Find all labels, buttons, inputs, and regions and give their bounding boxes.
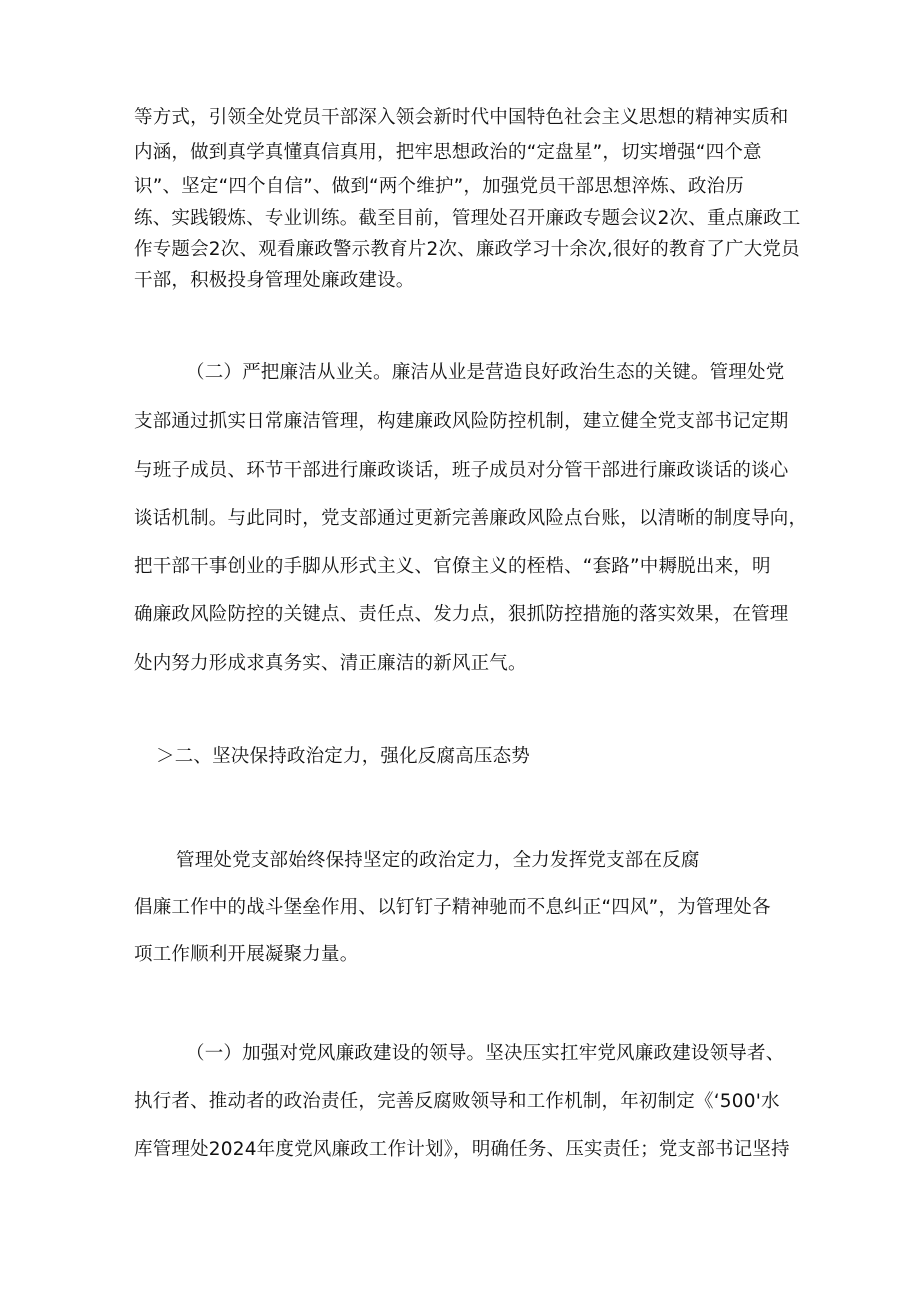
text-line: （一）加强对党风廉政建设的领导。坚决压实扛牢党风廉政建设领导者、 xyxy=(186,1043,785,1064)
text-line: 倡廉工作中的战斗堡垒作用、以钉钉子精神驰而不息纠正“四风”，为管理处各 xyxy=(134,897,771,918)
text-line: 项工作顺利开展凝聚力量。 xyxy=(134,944,359,965)
text-line: 内涵，做到真学真懂真信真用，把牢思想政治的“定盘星”，切实增强“四个意 xyxy=(134,142,762,163)
text-line: （二）严把廉洁从业关。廉洁从业是营造良好政治生态的关键。管理处党 xyxy=(186,362,785,383)
text-line: 与班子成员、环节干部进行廉政谈话，班子成员对分管干部进行廉政谈话的谈心 xyxy=(134,460,789,481)
text-line: 识”、坚定“四个自信”、做到“两个维护”，加强党员干部思想淬炼、政治历 xyxy=(134,176,744,197)
text-line: 管理处党支部始终保持坚定的政治定力，全力发挥党支部在反腐 xyxy=(176,850,700,871)
text-line: 练、实践锻炼、专业训练。截至目前，管理处召开廉政专题会议2次、重点廉政工 xyxy=(134,208,801,229)
text-line: 把干部干事创业的手脚从形式主义、官僚主义的桎梏、“套路”中耨脱出来，明 xyxy=(134,556,771,577)
text-line: 执行者、推动者的政治责任，完善反腐败领导和工作机制，年初制定《‘500'水 xyxy=(134,1091,780,1112)
text-line: 谈话机制。与此同时，党支部通过更新完善廉政风险点台账，以清晰的制度导向， xyxy=(134,508,808,529)
text-line: 库管理处2024年度党风廉政工作计划》，明确任务、压实责任；党支部书记坚持 xyxy=(134,1139,790,1160)
text-line: 等方式，引领全处党员干部深入领会新时代中国特色社会主义思想的精神实质和 xyxy=(134,107,789,128)
text-line: 确廉政风险防控的关键点、责任点、发力点，狠抓防控措施的落实效果，在管理 xyxy=(134,604,789,625)
text-line: 处内努力形成求真务实、清正廉洁的新风正气。 xyxy=(134,653,527,674)
section-heading: ＞二、坚决保持政治定力，强化反腐高压态势 xyxy=(156,746,531,767)
text-line: 作专题会2次、观看廉政警示教育片2次、廉政学习十余次,很好的教育了广大党员 xyxy=(134,239,800,260)
text-line: 支部通过抓实日常廉洁管理，构建廉政风险防控机制，建立健全党支部书记定期 xyxy=(134,411,789,432)
text-line: 干部，积极投身管理处廉政建设。 xyxy=(134,270,415,291)
